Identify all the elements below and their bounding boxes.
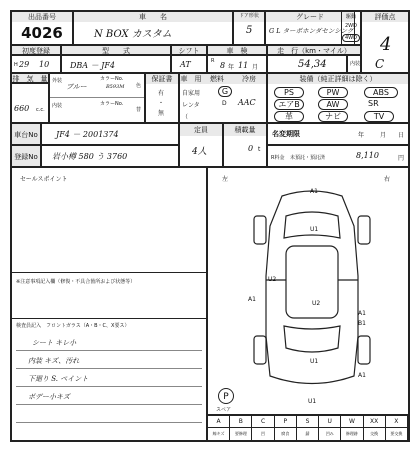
warranty-box <box>145 73 179 123</box>
inspector-note-4: ボデー小キズ <box>28 393 70 401</box>
inspector-note-3: 下廻り S. ペイント <box>28 375 89 383</box>
reg-year: 29 <box>19 60 30 69</box>
inspector-note-2: 内装 キズ、汚れ <box>28 357 80 365</box>
legend-meaning: 凹 <box>252 428 274 440</box>
inspector-note-1: シート キレ小 <box>32 339 77 347</box>
shift-box <box>171 55 207 73</box>
part-mark-left-rear-door: A1 <box>248 296 256 303</box>
displacement-label: 排 気 量 <box>12 75 48 83</box>
diagram-left-label: 左 <box>222 176 229 183</box>
legend-code: A <box>208 416 230 427</box>
equipment-box <box>267 73 409 123</box>
part-mark-left-front-door: U2 <box>268 276 277 283</box>
reg-no-box <box>41 145 179 167</box>
load-box <box>223 123 267 167</box>
car-name-box <box>73 11 233 45</box>
reg-era: H <box>14 62 18 68</box>
chassis-label: 車台No <box>11 123 41 145</box>
exterior-label: 外装 <box>52 78 63 84</box>
expiry-label: 名変期限 <box>272 130 300 138</box>
part-mark-roof: U2 <box>312 300 321 307</box>
interior-label-box <box>347 55 361 73</box>
color-box <box>49 73 145 123</box>
score-box <box>361 11 409 73</box>
legend-meaning: 凹み <box>319 428 341 440</box>
legend-meaning: 修理跡 <box>341 428 363 440</box>
damage-legend <box>207 415 409 441</box>
equip-leather: 革 <box>274 111 304 122</box>
equip-tv: TV <box>364 111 394 122</box>
warranty-dot: ・ <box>158 100 165 107</box>
equip-ps: PS <box>274 87 304 98</box>
part-mark-rear-right: A1 <box>358 372 366 379</box>
legend-code: S <box>297 416 319 427</box>
equip-sr: SR <box>368 99 379 108</box>
recycle-label: R料金 <box>271 155 285 161</box>
lot-box <box>11 11 73 45</box>
fuel-diesel-mark: D <box>222 100 227 107</box>
part-mark-right-door-a: A1 <box>358 310 366 317</box>
reg-date <box>11 55 61 73</box>
mileage-box <box>267 55 347 73</box>
inspection-label: 車 検 <box>207 45 267 55</box>
shift-label: シフト <box>171 45 207 55</box>
capacity: 4人 <box>192 147 207 157</box>
legend-code: C <box>252 416 274 427</box>
expiry-month-unit: 月 <box>380 132 387 139</box>
legend-code: XX <box>364 416 386 427</box>
equip-airbag: エアB <box>274 99 304 110</box>
chassis-number: JF4 － 2001374 <box>56 130 119 139</box>
diagram-right-label: 右 <box>384 176 391 183</box>
legend-code: B <box>230 416 252 427</box>
car-name: N BOX カスタム <box>94 29 172 40</box>
use-box <box>179 73 267 123</box>
part-mark-trunk: U1 <box>310 358 319 365</box>
recycle-amount: 8,110 <box>356 151 379 160</box>
ac-value: AAC <box>238 98 256 107</box>
interior-grade: C <box>375 57 385 71</box>
doors-box <box>233 11 265 45</box>
part-mark-hood: U1 <box>310 226 319 233</box>
load-label: 積載量 <box>224 124 266 136</box>
ac-label: 冷房 <box>232 74 266 84</box>
warranty-yes: 有 <box>158 90 165 97</box>
legend-code: U <box>319 416 341 427</box>
exterior-color: ブルー <box>66 83 87 91</box>
caution-label: ※注意事項記入欄（修復・不具合箇所および状態等） <box>16 279 136 285</box>
drive-label: 駆動 <box>345 14 356 20</box>
use-option-rental: レンタ <box>182 102 200 109</box>
sales-point-label: セールスポイント <box>20 176 68 183</box>
spare-label: スペア <box>216 407 232 413</box>
inspection-box <box>207 55 267 73</box>
auction-sheet <box>10 10 410 442</box>
use-label: 車 用 <box>180 75 202 83</box>
change-label: 替 <box>136 107 142 113</box>
expiry-day-unit: 日 <box>398 132 405 139</box>
equip-pw: PW <box>318 87 348 98</box>
warranty-label: 保証書 <box>146 74 178 84</box>
insp-year-unit: 年 <box>228 64 235 71</box>
capacity-label: 定員 <box>180 124 222 136</box>
cc-unit: c.c. <box>36 107 45 113</box>
color-no-label-2: カラーNo. <box>100 101 124 107</box>
legend-meaning: 腐食 <box>275 428 297 440</box>
reg-no-label: 登録No <box>11 145 41 167</box>
insp-era: R <box>211 58 215 64</box>
load-unit: t <box>258 146 261 153</box>
notes-panel <box>11 167 207 441</box>
capacity-box <box>179 123 223 167</box>
equip-abs: ABS <box>364 87 398 98</box>
model: DBA － JF4 <box>70 61 116 70</box>
doors-label: ドア形状 <box>234 12 264 22</box>
legend-meaning: 要修理 <box>230 428 252 440</box>
doors: 5 <box>246 25 253 36</box>
color-no-label: カラーNo. <box>100 76 124 82</box>
grade-label: グレード <box>266 12 354 22</box>
inspector-label: 検査員記入 フロントガラス（A・B・C、X要ス） <box>16 323 130 329</box>
lot-label: 出品番号 <box>12 12 72 22</box>
legend-codes-row <box>208 416 408 428</box>
color-label: 色 <box>136 83 142 89</box>
use-option-other: （ <box>182 114 189 121</box>
interior-sub-label: 内装 <box>52 103 63 109</box>
recycle-box <box>267 145 409 167</box>
legend-meaning: 線キズ <box>208 428 230 440</box>
legend-meanings-row <box>208 428 408 440</box>
model-box <box>61 55 171 73</box>
fuel-gasoline-mark: G <box>218 86 232 97</box>
reg-label: 初度登録 <box>11 45 61 55</box>
insp-month-unit: 月 <box>252 64 259 71</box>
insp-year: 8 <box>220 61 226 70</box>
chassis-box <box>41 123 179 145</box>
equip-aw: AW <box>318 99 348 110</box>
legend-code: W <box>341 416 363 427</box>
drive-2wd: 2WD <box>345 23 357 29</box>
legend-code: P <box>275 416 297 427</box>
expiry-box <box>267 123 409 145</box>
equipment-label: 装備（純正詳細は除く） <box>268 74 408 84</box>
car-name-label: 車 名 <box>74 12 232 22</box>
recycle-unit: 円 <box>398 155 405 162</box>
shift: AT <box>180 60 191 69</box>
load: 0 <box>248 144 254 153</box>
expiry-year-unit: 年 <box>358 132 365 139</box>
score: 4 <box>380 34 392 55</box>
grade: G L ターボホンダセンシング <box>269 27 354 35</box>
recycle-status: 未預託・預託済 <box>290 155 326 161</box>
reg-no: 岩小樽 580 う 3760 <box>52 152 128 161</box>
score-label: 評価点 <box>362 12 408 22</box>
use-option-private: 自家用 <box>182 90 201 97</box>
mileage: 54,34 <box>298 59 327 70</box>
displacement-box <box>11 83 49 123</box>
color-code: B593M <box>106 84 125 90</box>
part-mark-right-door-b: B1 <box>358 320 366 327</box>
lot-number: 4026 <box>21 24 63 42</box>
legend-meaning: 要交換 <box>386 428 408 440</box>
warranty-no: 無 <box>158 110 165 117</box>
spare-mark: P <box>218 388 234 404</box>
mileage-label: 走 行（km・マイル） <box>267 45 361 55</box>
drive-4wd: 4WD <box>342 34 360 42</box>
model-label: 型 式 <box>61 45 171 55</box>
legend-meaning: 錆 <box>297 428 319 440</box>
interior-label: 内装 <box>350 61 361 67</box>
legend-meaning: 交換 <box>364 428 386 440</box>
drive-box <box>341 11 361 45</box>
car-diagram-panel <box>207 167 409 415</box>
fuel-label: 燃料 <box>202 74 232 84</box>
part-mark-front: A1 <box>310 188 318 195</box>
equip-navi: ナビ <box>318 111 348 122</box>
reg-month: 10 <box>39 60 50 69</box>
legend-code: X <box>386 416 408 427</box>
part-mark-rear: U1 <box>308 398 317 405</box>
insp-month: 11 <box>238 61 249 70</box>
displacement: 660 <box>14 104 30 113</box>
